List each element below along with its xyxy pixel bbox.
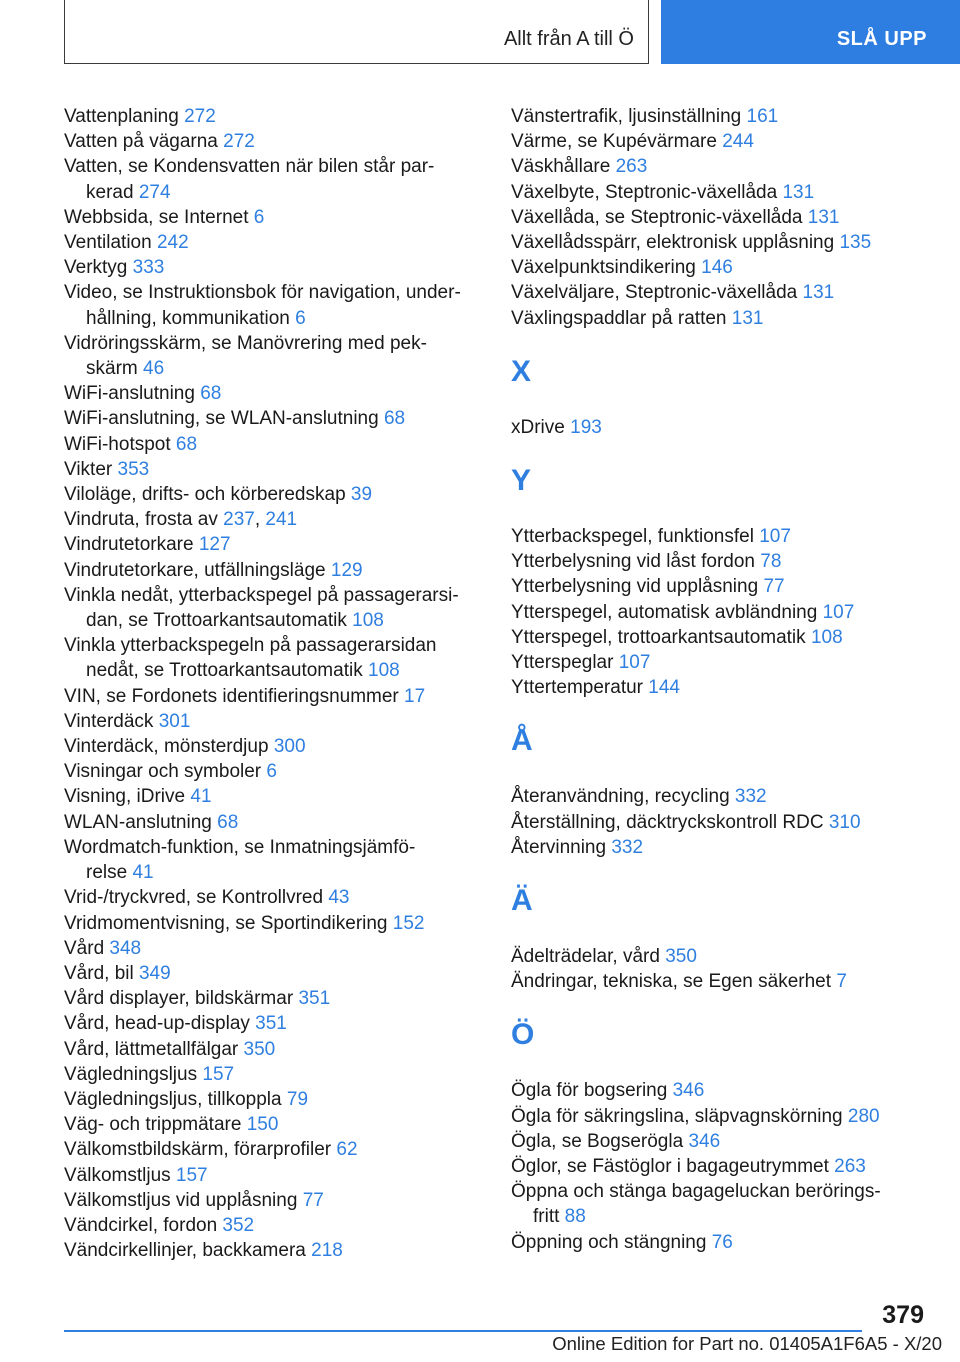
page-reference-link[interactable]: 77 (763, 576, 785, 598)
look-up-button-label: SLÅ UPP (836, 28, 927, 50)
index-entry: Återanvändning, recycling 332 (511, 786, 767, 808)
index-entry: Viloläge, drifts- och körberedskap 39 (64, 484, 373, 506)
page-reference-link[interactable]: 272 (184, 106, 216, 127)
index-entry: Vinkla ytterbackspegeln på passagerarsidan nedåt, se Trottoarkantsautomatik 108 (64, 635, 437, 682)
page-reference-link[interactable]: 274 (138, 181, 171, 203)
page-reference-link[interactable]: 135 (839, 232, 872, 254)
page-reference-link[interactable]: 351 (255, 1013, 287, 1035)
index-entry: Ytterspeglar 107 (511, 652, 651, 674)
page-reference-link[interactable]: 157 (175, 1164, 208, 1186)
page-reference-link[interactable]: 346 (688, 1130, 721, 1152)
page-reference-link[interactable]: 76 (711, 1231, 733, 1253)
index-entry: Ytterbackspegel, funktionsfel 107 (511, 526, 791, 548)
page-reference-link[interactable]: 68 (383, 408, 406, 430)
page-reference-link[interactable]: 353 (117, 458, 150, 480)
index-entry: Välkomstljus 157 (64, 1164, 208, 1186)
index-entry: Vård, bil 349 (64, 962, 171, 984)
page-reference-link[interactable]: 263 (615, 156, 648, 178)
index-entry: Öppna och stänga bagageluckan berörings- fritt 88 (511, 1181, 881, 1228)
page-reference-link[interactable]: 349 (138, 962, 171, 984)
page-reference-link[interactable]: 348 (109, 937, 142, 959)
page-reference-link[interactable]: 272 (223, 131, 255, 153)
index-entry: Vägledningsljus 157 (64, 1063, 235, 1085)
index-entry: Vinterdäck 301 (64, 710, 191, 732)
index-entry: Vrid-/tryckvred, se Kontrollvred 43 (64, 887, 350, 909)
page-reference-link[interactable]: 280 (847, 1105, 880, 1127)
page-reference-link[interactable]: 108 (352, 610, 384, 632)
page-reference-link[interactable]: 79 (286, 1088, 309, 1110)
page-reference-link[interactable]: 242 (156, 232, 189, 254)
page-reference-link[interactable]: 144 (648, 677, 680, 699)
index-entry: Visning, iDrive 41 (64, 786, 212, 808)
index-column-right (511, 104, 911, 1255)
index-entry: Vatten på vägarna 272 (64, 131, 255, 153)
index-entry: Växlingspaddlar på ratten 131 (511, 307, 764, 329)
index-column-left (64, 104, 494, 1263)
page-reference-link[interactable]: 301 (158, 710, 191, 732)
page-reference-link[interactable]: 150 (246, 1114, 279, 1136)
index-entry: Ytterbelysning vid låst fordon 78 (511, 551, 782, 573)
page-reference-link[interactable]: 350 (243, 1038, 276, 1060)
index-entry: Vindruta, frosta av 237, 241 (64, 509, 298, 531)
index-entry: Vindrutetorkare, utfällningsläge 129 (64, 559, 363, 581)
page-reference-link[interactable]: 350 (665, 946, 697, 968)
index-entry: Visningar och symboler 6 (64, 761, 277, 783)
page-reference-link[interactable]: 351 (298, 988, 331, 1010)
page-reference-link[interactable]: 6 (266, 761, 277, 783)
page-reference-link[interactable]: 108 (368, 660, 400, 682)
page-reference-link[interactable]: 244 (722, 131, 754, 153)
index-entry: Återvinning 332 (511, 836, 644, 858)
index-entry: Växellåda, se Steptronic-växellåda 131 (511, 206, 840, 228)
page-reference-link[interactable]: 346 (672, 1080, 705, 1102)
index-entry: xDrive 193 (511, 416, 602, 438)
index-entry: Välkomstljus vid upplåsning 77 (64, 1189, 324, 1211)
page-reference-link[interactable]: 17 (404, 685, 426, 707)
page-reference-link[interactable]: 77 (302, 1189, 324, 1211)
section-letter-heading: Ö (511, 1018, 535, 1052)
page-number: 379 (882, 1301, 924, 1329)
index-entry: Väg- och trippmätare 150 (64, 1114, 279, 1136)
look-up-button[interactable] (661, 0, 960, 64)
page-reference-link[interactable]: 300 (273, 736, 306, 758)
index-tab[interactable] (64, 0, 649, 64)
index-entry: Vänstertrafik, ljusinställning 161 (511, 106, 779, 127)
page-reference-link[interactable]: 218 (311, 1240, 343, 1262)
page-reference-link[interactable]: 43 (328, 887, 350, 909)
index-entry: WLAN-anslutning 68 (64, 811, 239, 833)
index-entry: Vård 348 (64, 937, 142, 959)
index-entry: Vinkla nedåt, ytterbackspegel på passagerarsi- dan, se Trottoarkantsautomatik 108 (64, 584, 459, 632)
page-reference-link[interactable]: 68 (200, 383, 222, 405)
index-entry: Växelbyte, Steptronic-växellåda 131 (511, 181, 815, 203)
index-entry: Öglor, se Fästöglor i bagageutrymmet 263 (511, 1156, 866, 1178)
index-entry: WiFi-anslutning, se WLAN-anslutning 68 (64, 408, 406, 430)
index-entry: Vidröringsskärm, se Manövrering med pek- skärm 46 (64, 332, 427, 380)
page-reference-link[interactable]: 88 (564, 1206, 586, 1228)
index-entry: Video, se Instruktionsbok för navigation, under- hållning, kommunikation 6 (64, 282, 461, 329)
index-entry: Ventilation 242 (64, 232, 189, 254)
index-entry: Vridmomentvisning, se Sportindikering 152 (64, 912, 425, 934)
index-tab-label: Allt från A till Ö (503, 28, 634, 50)
index-entry: Välkomstbildskärm, förarprofiler 62 (64, 1139, 358, 1161)
page-reference-link[interactable]: 333 (132, 257, 165, 279)
page-reference-link[interactable]: 241 (265, 509, 298, 531)
page-reference-link[interactable]: 131 (782, 181, 815, 203)
index-entry: Återställning, däcktryckskontroll RDC 310 (511, 811, 861, 833)
page-reference-link[interactable]: 193 (570, 416, 602, 438)
page-reference-link[interactable]: 161 (746, 106, 779, 127)
page-reference-link[interactable]: 332 (611, 836, 644, 858)
top-navigation (64, 0, 960, 66)
page-reference-link[interactable]: 107 (759, 526, 791, 548)
index-entry: Vård displayer, bildskärmar 351 (64, 988, 331, 1010)
page-reference-link[interactable]: 352 (222, 1214, 255, 1236)
page-reference-link[interactable]: 263 (834, 1156, 866, 1178)
page-reference-link[interactable]: 332 (734, 786, 767, 808)
section-letter-heading: Å (511, 724, 533, 758)
page-reference-link[interactable]: 131 (807, 206, 840, 228)
index-entry: Ögla för bogsering 346 (511, 1080, 705, 1102)
index-entry: Växelväljare, Steptronic-växellåda 131 (511, 282, 835, 304)
page-reference-link[interactable]: 127 (198, 534, 231, 556)
page-reference-link[interactable]: 108 (810, 626, 843, 648)
page-reference-link[interactable]: 310 (828, 811, 861, 833)
page-reference-link[interactable]: 129 (330, 559, 363, 581)
index-entry: Vindrutetorkare 127 (64, 534, 231, 556)
section-letter-heading: Y (511, 464, 532, 498)
index-entry: Vändcirkellinjer, backkamera 218 (64, 1240, 343, 1262)
page-reference-link[interactable]: 46 (143, 358, 165, 380)
page-reference-link[interactable]: 39 (350, 484, 373, 506)
page-reference-link[interactable]: 146 (701, 257, 733, 279)
page-reference-link[interactable]: 41 (190, 786, 212, 808)
index-entry: Wordmatch-funktion, se Inmatningsjämfö- relse 41 (64, 836, 416, 884)
page-reference-link[interactable]: 6 (253, 206, 265, 228)
page-reference-link[interactable]: 237 (223, 509, 255, 531)
index-entry: Vinterdäck, mönsterdjup 300 (64, 736, 306, 758)
index-entry: Vatten, se Kondensvatten när bilen står par- kerad 274 (64, 156, 435, 203)
index-entry: Webbsida, se Internet 6 (64, 206, 265, 228)
page-reference-link[interactable]: 157 (202, 1063, 235, 1085)
index-entry: Öppning och stängning 76 (511, 1231, 733, 1253)
index-entry: Yttertemperatur 144 (511, 677, 680, 699)
page-reference-link[interactable]: 41 (132, 862, 154, 884)
index-entry: Vägledningsljus, tillkoppla 79 (64, 1088, 309, 1110)
page-reference-link[interactable]: 7 (836, 971, 847, 993)
footer-edition-text: Online Edition for Part no. 01405A1F6A5 - X/20 (552, 1333, 942, 1354)
index-entry: Växelpunktsindikering 146 (511, 257, 733, 279)
page-reference-link[interactable]: 131 (731, 307, 764, 329)
page-reference-link[interactable]: 152 (392, 912, 425, 934)
page-reference-link[interactable]: 131 (802, 282, 835, 304)
index-entry: Växellådsspärr, elektronisk upplåsning 135 (511, 232, 872, 254)
footer-divider (64, 1330, 862, 1332)
index-entry: Ädelträdelar, vård 350 (511, 946, 697, 968)
index-entry: Ändringar, tekniska, se Egen säkerhet 7 (511, 971, 847, 993)
section-letter-heading: Ä (511, 884, 533, 918)
index-entry: Vändcirkel, fordon 352 (64, 1214, 255, 1236)
index-entry: Verktyg 333 (64, 257, 165, 279)
section-letter-heading: X (511, 354, 532, 388)
index-entry: Vård, lättmetallfälgar 350 (64, 1038, 276, 1060)
index-entry: Vattenplaning 272 (64, 106, 216, 127)
page-reference-link[interactable]: 78 (760, 551, 782, 573)
page-reference-link[interactable]: 62 (336, 1139, 358, 1161)
index-entry: Vikter 353 (64, 458, 150, 480)
page-reference-link[interactable]: 6 (295, 307, 306, 329)
index-entry: VIN, se Fordonets identifieringsnummer 17 (64, 685, 426, 707)
index-entry: Ytterspegel, trottoarkantsautomatik 108 (511, 626, 843, 648)
page-reference-link[interactable]: 107 (822, 601, 855, 623)
page-reference-link[interactable]: 68 (175, 433, 198, 455)
index-entry: Vård, head-up-display 351 (64, 1013, 287, 1035)
page-reference-link[interactable]: 107 (618, 652, 651, 674)
index-entry: WiFi-anslutning 68 (64, 383, 222, 405)
index-entry: Ögla, se Bogserögla 346 (511, 1130, 721, 1152)
index-entry: WiFi-hotspot 68 (64, 433, 198, 455)
index-entry: Ögla för säkringslina, släpvagnskörning 280 (511, 1105, 880, 1127)
index-entry: Värme, se Kupévärmare 244 (511, 131, 754, 153)
index-entry: Ytterbelysning vid upplåsning 77 (511, 576, 785, 598)
page-reference-link[interactable]: 68 (217, 811, 239, 833)
index-entry: Väskhållare 263 (511, 156, 648, 178)
index-entry: Ytterspegel, automatisk avbländning 107 (511, 601, 855, 623)
